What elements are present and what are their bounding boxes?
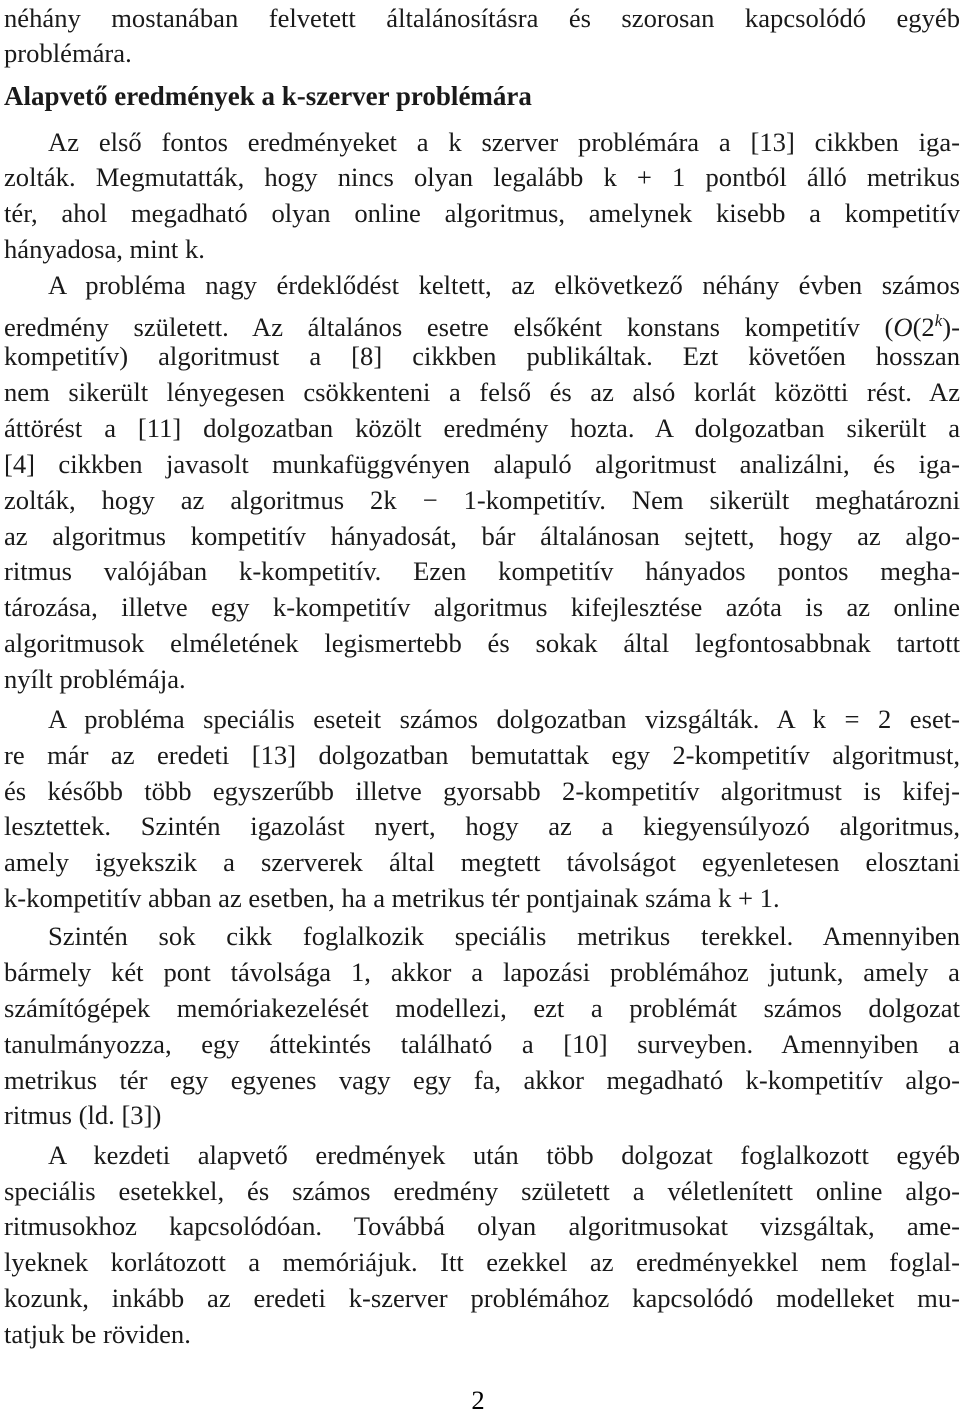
text-line: néhány mostanában felvetett általánosításra és szorosan kapcsolódó egyéb (4, 3, 960, 33)
text-line: re már az eredeti [13] dolgozatban bemutattak egy 2-kompetitív algoritmust, (4, 740, 960, 770)
text-line: zolták, hogy az algoritmus 2k − 1-kompetitív. Nem sikerült meghatározni (4, 485, 960, 515)
text-line: ritmus valójában k-kompetitív. Ezen kompetitív hányados pontos megha- (4, 556, 960, 586)
text-line: amely igyekszik a szerverek által megtett távolságot egyenletesen elosztani (4, 847, 960, 877)
text-line: kozunk, inkább az eredeti k-szerver problémához kapcsolódó modelleket mu- (4, 1283, 960, 1313)
text-line: tér, ahol megadható olyan online algoritmus, amelynek kisebb a kompetitív (4, 198, 960, 228)
text-line: eredmény született. Az általános esetre elsőként konstans kompetitív (O(2$^k$)- (4, 311, 960, 342)
text-line: számítógépek memóriakezelését modellezi, ezt a problémát számos dolgozat (4, 993, 960, 1023)
text-line: zolták. Megmutatták, hogy nincs olyan legalább k + 1 pontból álló metrikus (4, 162, 960, 192)
text-line: A probléma speciális eseteit számos dolgozatban vizsgálták. A k = 2 eset- (48, 704, 960, 734)
text-line: tanulmányozza, egy áttekintés található a [10] surveyben. Amennyiben a (4, 1029, 960, 1059)
text-line: nyílt problémája. (4, 664, 186, 694)
text-line: lesztettek. Szintén igazolást nyert, hogy az a kiegyensúlyozó algoritmus, (4, 811, 960, 841)
text-line: az algoritmus kompetitív hányadosát, bár általánosan sejtett, hogy az algo- (4, 521, 960, 551)
text-line: A probléma nagy érdeklődést keltett, az elkövetkező néhány évben számos (48, 270, 960, 300)
text-line: tározása, illetve egy k-kompetitív algoritmus kifejlesztése azóta is az online (4, 592, 960, 622)
text-line: speciális esetekkel, és számos eredmény született a véletlenített online algo- (4, 1176, 960, 1206)
text-line: nem sikerült lényegesen csökkenteni a felső és az alsó korlát közötti rést. Az (4, 377, 960, 407)
text-line: Szintén sok cikk foglalkozik speciális metrikus terekkel. Amennyiben (48, 921, 960, 951)
text-line: [4] cikkben javasolt munkafüggvényen alapuló algoritmust analizálni, és iga- (4, 449, 960, 479)
page-number: 2 (471, 1385, 485, 1415)
text-line: bármely két pont távolsága 1, akkor a lapozási problémához jutunk, amely a (4, 957, 960, 987)
text-line: kompetitív) algoritmust a [8] cikkben publikáltak. Ezt követően hosszan (4, 341, 960, 371)
text-line: ritmusokhoz kapcsolódóan. Továbbá olyan algoritmusokat vizsgáltak, ame- (4, 1211, 960, 1241)
text-line: ritmus (ld. [3]) (4, 1100, 162, 1130)
text-line: áttörést a [11] dolgozatban közölt eredmény hozta. A dolgozatban sikerült a (4, 413, 960, 443)
text-line: algoritmusok elméletének legismertebb és sokak által legfontosabbnak tartott (4, 628, 960, 658)
text-line: lyeknek korlátozott a memóriájuk. Itt ezekkel az eredményekkel nem foglal- (4, 1247, 960, 1277)
text-line: k-kompetitív abban az esetben, ha a metrikus tér pontjainak száma k + 1. (4, 883, 780, 913)
text-line: hányadosa, mint k. (4, 234, 205, 264)
text-line: és később több egyszerűbb illetve gyorsabb 2-kompetitív algoritmust is kifej- (4, 776, 960, 806)
section-heading: Alapvető eredmények a k-szerver problémára (4, 81, 532, 111)
text-line: Az első fontos eredményeket a k szerver problémára a [13] cikkben iga- (48, 127, 960, 157)
text-line: metrikus tér egy egyenes vagy egy fa, akkor megadható k-kompetitív algo- (4, 1065, 960, 1095)
text-line: problémára. (4, 38, 132, 68)
text-line: tatjuk be röviden. (4, 1319, 191, 1349)
text-line: A kezdeti alapvető eredmények után több dolgozat foglalkozott egyéb (48, 1140, 960, 1170)
